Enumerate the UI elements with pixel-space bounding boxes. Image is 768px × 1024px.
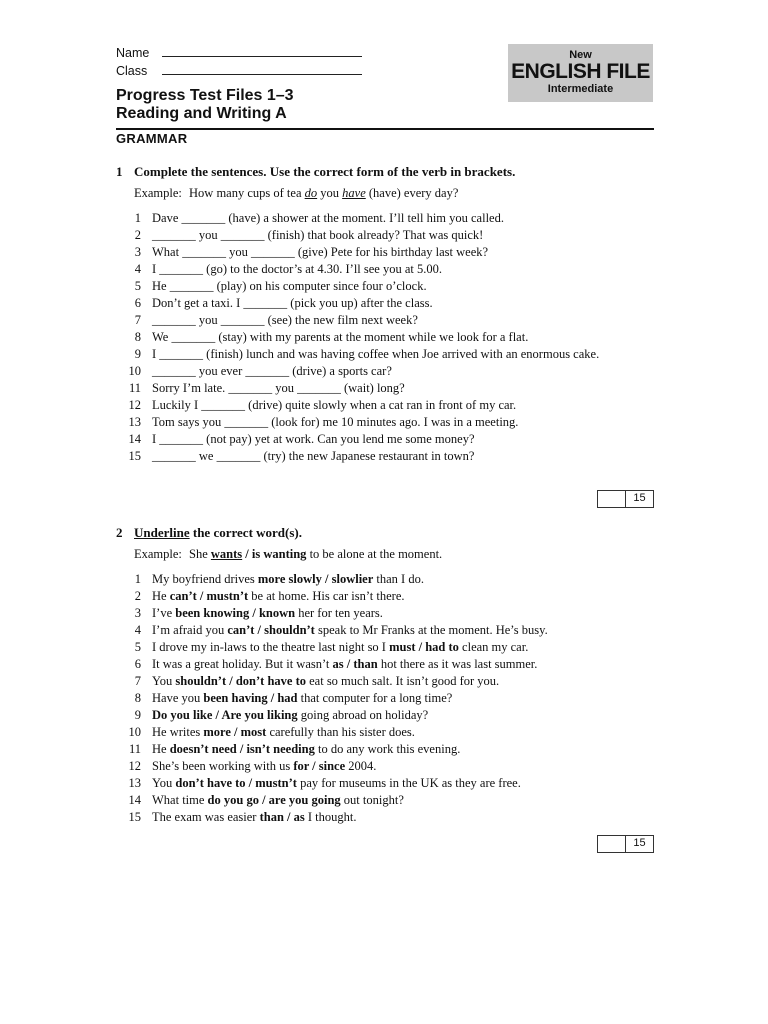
item-text-pre: I’ve (152, 606, 176, 620)
exercise-1-item (116, 397, 656, 414)
item-choices[interactable]: as / than (332, 657, 378, 671)
exercise-2-item (116, 622, 656, 639)
item-number: 8 (134, 330, 141, 344)
exercise-1 (116, 164, 656, 465)
item-text-post: that computer for a long time? (297, 691, 453, 705)
name-line[interactable] (162, 46, 362, 57)
exercise-1-item (116, 295, 656, 312)
item-text-post: be at home. His car isn’t there. (248, 589, 405, 603)
item-text[interactable]: _______ you _______ (finish) that book already? That was quick! (152, 228, 484, 242)
item-choices[interactable]: can’t / mustn’t (169, 589, 249, 603)
item-number: 11 (128, 742, 141, 756)
exercise-2-item (116, 605, 656, 622)
item-text-pre: The exam was easier (152, 810, 260, 824)
item-text-post: pay for museums in the UK as they are free. (296, 776, 521, 790)
item-text-pre: My boyfriend drives (152, 572, 258, 586)
section-label: GRAMMAR (116, 131, 188, 146)
score-input-cell[interactable] (598, 491, 626, 507)
item-text[interactable]: Don’t get a taxi. I _______ (pick you up) after the class. (152, 296, 433, 310)
item-text[interactable]: I _______ (finish) lunch and was having coffee when Joe arrived with an enormous cake. (152, 347, 600, 361)
item-choices[interactable]: don’t have to / mustn’t (175, 776, 297, 790)
item-text-pre: It was a great holiday. But it wasn’t (152, 657, 333, 671)
item-text-post: 2004. (345, 759, 377, 773)
exercise-2-item (116, 707, 656, 724)
item-text[interactable]: He _______ (play) on his computer since four o’clock. (152, 279, 427, 293)
class-label: Class (116, 64, 148, 78)
item-text[interactable]: Dave _______ (have) a shower at the moment. I’ll tell him you called. (152, 211, 504, 225)
item-number: 7 (134, 313, 141, 327)
item-text-post: her for ten years. (295, 606, 383, 620)
example-choice-a: wants (210, 547, 243, 561)
item-number: 9 (134, 347, 141, 361)
item-text-pre: Have you (152, 691, 204, 705)
item-text-post: speak to Mr Franks at the moment. He’s busy. (314, 623, 548, 637)
item-text-pre: You (152, 776, 176, 790)
item-number: 5 (134, 640, 141, 654)
item-text-pre: You (152, 674, 176, 688)
item-number: 3 (134, 245, 141, 259)
item-text[interactable]: _______ you ever _______ (drive) a sports car? (152, 364, 392, 378)
class-field[interactable] (116, 64, 362, 78)
exercise-2 (116, 525, 656, 826)
exercise-1-item (116, 227, 656, 244)
example-text-pre: She (189, 547, 208, 561)
example-choice-b: is wanting (251, 547, 307, 561)
item-number: 15 (128, 810, 141, 824)
example-separator: / (242, 547, 252, 561)
exercise-2-item (116, 741, 656, 758)
logo-intermediate: Intermediate (547, 83, 614, 95)
exercise-2-item (116, 758, 656, 775)
item-number: 10 (128, 725, 141, 739)
logo-english-file: ENGLISH FILE (511, 60, 650, 83)
exercise-2-item (116, 809, 656, 826)
english-file-logo (508, 44, 653, 102)
exercise-1-item (116, 210, 656, 227)
item-text[interactable]: Luckily I _______ (drive) quite slowly when a cat ran in front of my car. (152, 398, 517, 412)
item-text[interactable]: Sorry I’m late. _______ you _______ (wait) long? (152, 381, 405, 395)
exercise-1-item (116, 329, 656, 346)
exercise-2-item (116, 690, 656, 707)
item-number: 4 (134, 623, 141, 637)
item-choices[interactable]: shouldn’t / don’t have to (175, 674, 306, 688)
item-choices[interactable]: been knowing / known (175, 606, 296, 620)
item-number: 12 (128, 759, 141, 773)
item-text-pre: I drove my in-laws to the theatre last night so I (152, 640, 390, 654)
item-number: 1 (134, 572, 141, 586)
item-number: 2 (134, 589, 141, 603)
exercise-2-item (116, 792, 656, 809)
example-text-post: (have) every day? (368, 186, 459, 200)
item-number: 15 (128, 449, 141, 463)
item-text-pre: He writes (152, 725, 204, 739)
item-text-pre: She’s been working with us (152, 759, 294, 773)
item-text-post: hot there as it was last summer. (377, 657, 538, 671)
score-total: 15 (633, 492, 646, 504)
exercise-1-item (116, 431, 656, 448)
exercise-2-item (116, 775, 656, 792)
exercise-2-example (134, 547, 656, 571)
item-text[interactable]: _______ you _______ (see) the new film next week? (152, 313, 418, 327)
exercise-2-item (116, 656, 656, 673)
exercise-1-item (116, 261, 656, 278)
example-answer-have: have (342, 186, 366, 200)
item-choices[interactable]: been having / had (203, 691, 298, 705)
exercise-1-item (116, 414, 656, 431)
item-text-post: clean my car. (458, 640, 529, 654)
item-text[interactable]: _______ we _______ (try) the new Japanese restaurant in town? (152, 449, 475, 463)
item-number: 5 (134, 279, 141, 293)
item-number: 14 (128, 793, 141, 807)
item-choices[interactable]: Do you like / Are you liking (152, 708, 298, 722)
exercise-2-item (116, 673, 656, 690)
example-text-pre: How many cups of tea (189, 186, 302, 200)
item-number: 3 (134, 606, 141, 620)
example-label: Example: (134, 186, 182, 200)
item-choices[interactable]: can’t / shouldn’t (227, 623, 315, 637)
exercise-2-instruction-underline: Underline (134, 525, 190, 540)
item-number: 10 (128, 364, 141, 378)
item-choices[interactable]: must / had to (389, 640, 459, 654)
item-text[interactable]: Tom says you _______ (look for) me 10 minutes ago. I was in a meeting. (152, 415, 519, 429)
item-choices[interactable]: for / since (293, 759, 346, 773)
item-number: 6 (134, 657, 141, 671)
item-text-pre: I’m afraid you (152, 623, 228, 637)
item-choices[interactable]: doesn’t need / isn’t needing (169, 742, 315, 756)
exercise-2-heading (116, 525, 656, 547)
item-number: 11 (128, 381, 141, 395)
exercise-2-item (116, 639, 656, 656)
item-text-post: than I do. (373, 572, 424, 586)
exercise-2-number: 2 (116, 525, 123, 540)
item-number: 1 (134, 211, 141, 225)
exercise-1-item (116, 346, 656, 363)
header-divider (116, 128, 654, 130)
exercise-1-score-box (597, 490, 654, 508)
item-number: 6 (134, 296, 141, 310)
class-line[interactable] (162, 64, 362, 75)
item-number: 9 (134, 708, 141, 722)
item-number: 13 (128, 415, 141, 429)
item-choices[interactable]: do you go / are you going (207, 793, 341, 807)
item-text[interactable]: We _______ (stay) with my parents at the moment while we look for a flat. (152, 330, 529, 344)
item-number: 14 (128, 432, 141, 446)
item-number: 13 (128, 776, 141, 790)
item-choices[interactable]: more slowly / slowlier (257, 572, 374, 586)
example-text-mid: you (320, 186, 340, 200)
exercise-1-item (116, 244, 656, 261)
item-text-pre: What time (152, 793, 208, 807)
item-text[interactable]: What _______ you _______ (give) Pete for his birthday last week? (152, 245, 489, 259)
item-text-post: out tonight? (340, 793, 404, 807)
item-number: 2 (134, 228, 141, 242)
item-choices[interactable]: more / most (203, 725, 267, 739)
exercise-1-item (116, 380, 656, 397)
exercise-1-heading (116, 164, 656, 186)
exercise-1-item (116, 448, 656, 465)
exercise-2-score-box (597, 835, 654, 853)
example-label: Example: (134, 547, 182, 561)
item-number: 12 (128, 398, 141, 412)
exercise-1-number: 1 (116, 164, 123, 179)
item-text[interactable]: I _______ (go) to the doctor’s at 4.30. I’ll see you at 5.00. (152, 262, 442, 276)
item-text-post: going abroad on holiday? (297, 708, 429, 722)
item-choices[interactable]: than / as (259, 810, 305, 824)
score-total: 15 (633, 837, 646, 849)
item-text-pre: He (152, 589, 170, 603)
logo-new: New (569, 49, 592, 61)
item-number: 8 (134, 691, 141, 705)
exercise-2-instruction: the correct word(s). (189, 525, 303, 540)
name-field[interactable] (116, 46, 362, 60)
page-title: Progress Test Files 1–3 (116, 87, 294, 104)
item-text[interactable]: I _______ (not pay) yet at work. Can you lend me some money? (152, 432, 475, 446)
exercise-2-item (116, 588, 656, 605)
item-text-post: carefully than his sister does. (266, 725, 415, 739)
exercise-1-example (134, 186, 656, 210)
exercise-1-item (116, 363, 656, 380)
exercise-1-instruction: Complete the sentences. Use the correct form of the verb in brackets. (134, 164, 516, 179)
exercise-2-item (116, 571, 656, 588)
page-subtitle: Reading and Writing A (116, 105, 287, 122)
exercise-1-item (116, 312, 656, 329)
exercise-1-items (116, 210, 656, 465)
item-number: 4 (134, 262, 141, 276)
exercise-2-items (116, 571, 656, 826)
item-number: 7 (134, 674, 141, 688)
exercise-1-item (116, 278, 656, 295)
example-answer-do: do (304, 186, 318, 200)
example-text-post: to be alone at the moment. (309, 547, 443, 561)
score-input-cell[interactable] (598, 836, 626, 852)
item-text-post: eat so much salt. It isn’t good for you. (306, 674, 500, 688)
name-label: Name (116, 46, 150, 60)
exercise-2-item (116, 724, 656, 741)
item-text-pre: He (152, 742, 170, 756)
item-text-post: I thought. (304, 810, 357, 824)
item-text-post: to do any work this evening. (314, 742, 461, 756)
